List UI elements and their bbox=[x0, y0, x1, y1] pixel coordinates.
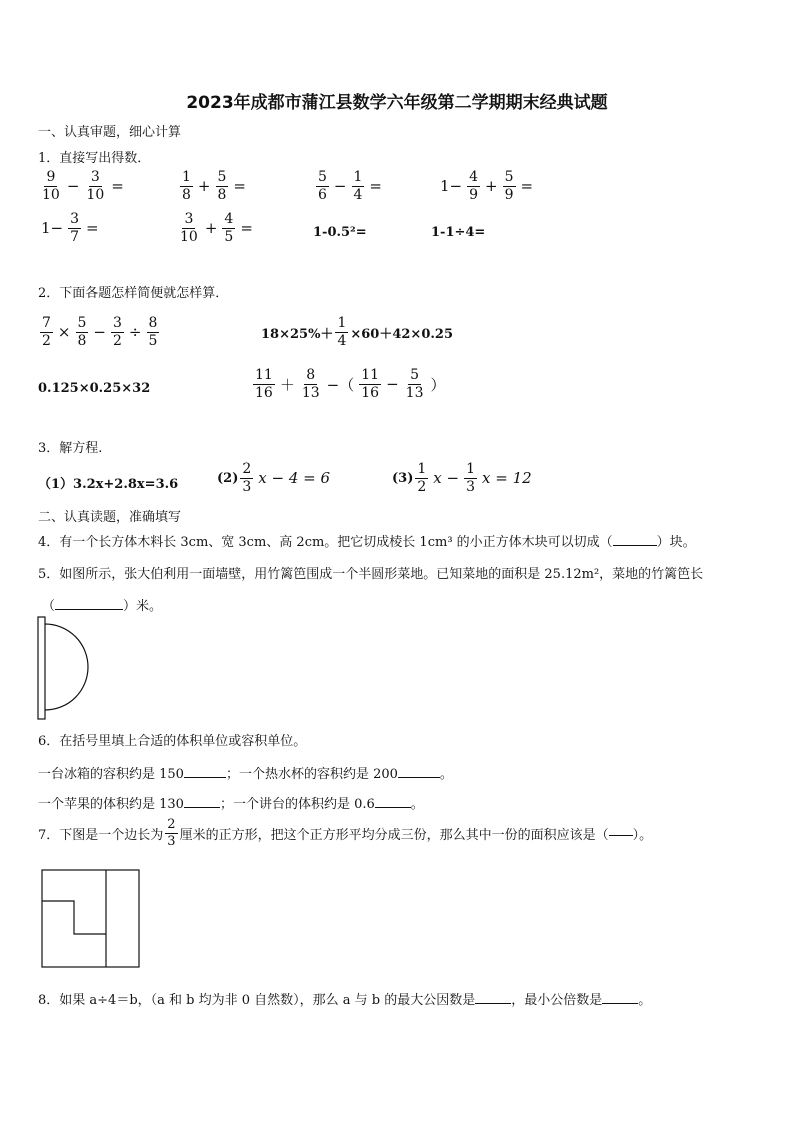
q1-expression-7: 1-0.5²= bbox=[313, 225, 367, 240]
section-heading-2: 二、认真读题，准确填写 bbox=[38, 510, 182, 525]
step-divider bbox=[42, 901, 106, 934]
q3-equation-2: (2) $\frac{2}{3}$ x − 4 = 6 bbox=[217, 461, 331, 495]
question-2-label: 2．下面各题怎样简便就怎样算． bbox=[38, 286, 229, 301]
semicircle-arc bbox=[45, 624, 88, 710]
section-heading-1: 一、认真审题，细心计算 bbox=[38, 125, 182, 140]
q2-expression-1: $\frac{7}{2}$ × $\frac{5}{8}$ − $\frac{3}{2}$ ÷ $\frac{8}{5}$ bbox=[42, 315, 158, 349]
q6-blank-1[interactable] bbox=[184, 777, 226, 778]
question-1-label: 1．直接写出得数． bbox=[38, 151, 151, 166]
q8-blank-1[interactable] bbox=[475, 1003, 511, 1004]
q3-equation-3: (3) $\frac{1}{2}$ x − $\frac{1}{3}$ x = 12 bbox=[392, 461, 532, 495]
question-6-label: 6．在括号里填上合适的体积单位或容积单位。 bbox=[38, 734, 307, 749]
q5-answer-blank[interactable] bbox=[55, 609, 123, 610]
q2-expression-4: $\frac{11}{16}$ ＋ $\frac{8}{13}$ −（ $\frac{11}{16}$ − $\frac{5}{13}$ ） bbox=[255, 367, 446, 401]
question-4: 4．有一个长方体木料长 3cm、宽 3cm、高 2cm。把它切成棱长 1cm³ 的小正方体木块可以切成（ ）块。 bbox=[38, 535, 696, 550]
q2-expression-3: 0.125×0.25×32 bbox=[38, 381, 151, 396]
question-5-line-2: （ ）米。 bbox=[42, 599, 163, 614]
page-title: 2023年成都市蒲江县数学六年级第二学期期末经典试题 bbox=[186, 93, 608, 113]
question-6-line-2: 一个苹果的体积约是 130 ；一个讲台的体积约是 0.6 。 bbox=[38, 797, 424, 812]
q6-blank-2[interactable] bbox=[398, 777, 440, 778]
question-6-line-1: 一台冰箱的容积约是 150 ；一个热水杯的容积约是 200 。 bbox=[38, 767, 453, 782]
q2-expression-2: 18×25%＋ $\frac{1}{4}$ ×60＋42×0.25 bbox=[261, 315, 453, 349]
q6-blank-4[interactable] bbox=[375, 807, 411, 808]
q1-expression-3: $\frac{5}{6}$ − $\frac{1}{4}$ = bbox=[318, 169, 382, 203]
q8-blank-2[interactable] bbox=[602, 1003, 638, 1004]
question-8: 8．如果 a÷4＝b，（a 和 b 均为非 0 自然数），那么 a 与 b 的最大公因数是 ，最小公倍数是 。 bbox=[38, 993, 652, 1008]
q1-expression-8: 1-1÷4= bbox=[431, 225, 486, 240]
square-division-figure bbox=[40, 868, 142, 970]
outer-square bbox=[42, 870, 139, 967]
q4-answer-blank[interactable] bbox=[613, 545, 657, 546]
q1-expression-1: $\frac{9}{10}$ − $\frac{3}{10}$ = bbox=[42, 169, 124, 203]
wall-rect bbox=[38, 617, 45, 719]
q3-equation-1: （1）3.2x+2.8x=3.6 bbox=[38, 477, 179, 492]
q1-expression-2: $\frac{1}{8}$ + $\frac{5}{8}$ = bbox=[182, 169, 246, 203]
q7-answer-blank[interactable] bbox=[609, 835, 633, 836]
question-5-line-1: 5．如图所示，张大伯利用一面墙壁，用竹篱笆围成一个半圆形菜地。已知菜地的面积是 25.12m²，菜地的竹篱笆长 bbox=[38, 567, 704, 582]
q1-expression-5: 1− $\frac{3}{7}$ = bbox=[41, 211, 99, 245]
question-3-label: 3．解方程. bbox=[38, 441, 103, 456]
q6-blank-3[interactable] bbox=[184, 807, 220, 808]
q1-expression-6: $\frac{3}{10}$ + $\frac{4}{5}$ = bbox=[180, 211, 253, 245]
semicircle-garden-figure bbox=[34, 614, 94, 724]
q1-expression-4: 1− $\frac{4}{9}$ + $\frac{5}{9}$ = bbox=[440, 169, 534, 203]
question-7: 7．下图是一个边长为 $\frac{2}{3}$ 厘米的正方形，把这个正方形平均分成三份，那么其中一份的面积应该是（ ）。 bbox=[38, 817, 653, 849]
